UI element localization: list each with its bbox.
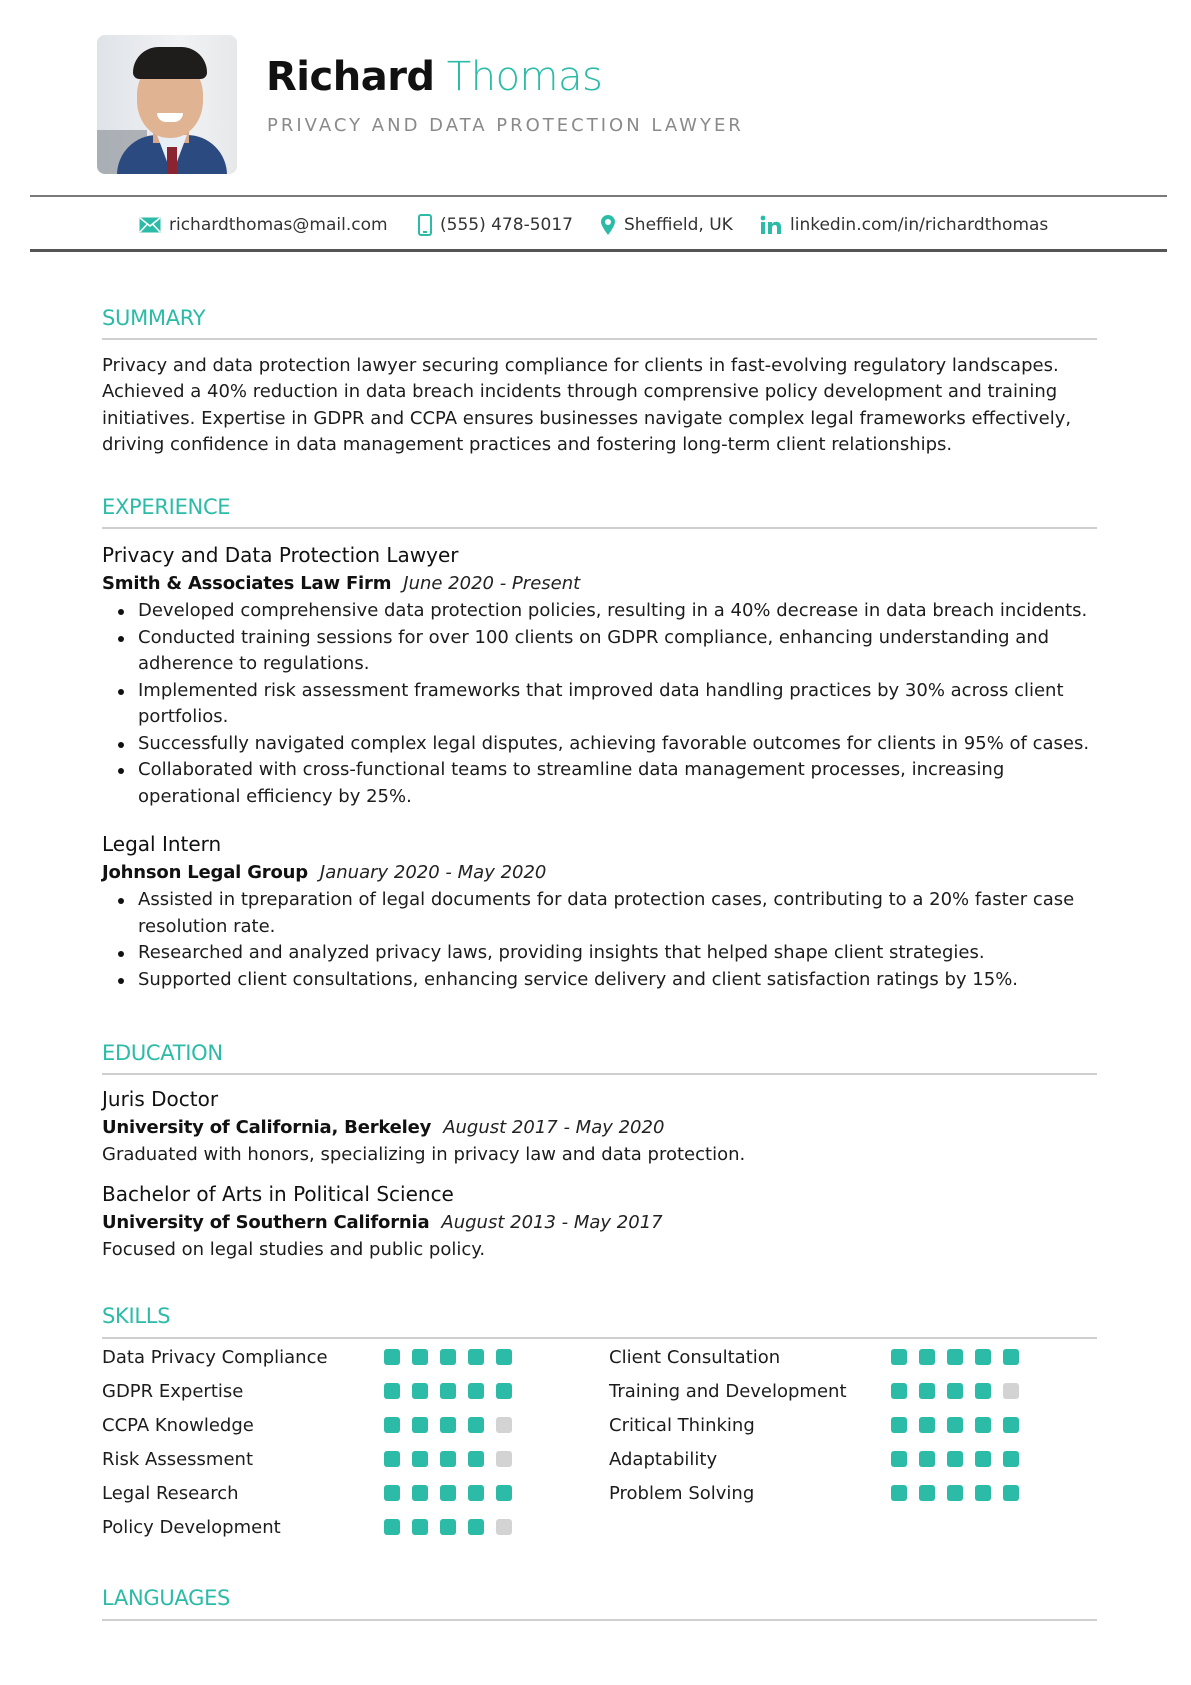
bullet-item: Assisted in tpreparation of legal documents for data protection cases, contributing to a 20% faster case resolution rate. [102,887,1092,940]
rating-dot-filled [947,1349,963,1365]
skill-rating [384,1349,512,1365]
skill-rating [891,1417,1019,1433]
school-line [102,1210,663,1236]
bullet-item: Developed comprehensive data protection policies, resulting in a 40% decrease in data breach incidents. [102,598,1092,625]
rating-dot-filled [412,1485,428,1501]
rating-dot-filled [412,1383,428,1399]
skill-row [609,1408,1029,1442]
degree-title: Juris Doctor [102,1087,219,1111]
job-dates: June 2020 - Present [403,573,581,594]
rating-dot-filled [891,1383,907,1399]
rating-dot-filled [412,1417,428,1433]
rating-dot-filled [468,1417,484,1433]
school-name: University of California, Berkeley [102,1117,432,1138]
rating-dot-filled [891,1417,907,1433]
skill-rating [891,1383,1019,1399]
skill-name: Client Consultation [609,1346,781,1368]
skill-name: Critical Thinking [609,1414,755,1436]
bullet-item: Successfully navigated complex legal disputes, achieving favorable outcomes for clients in 95% of cases. [102,731,1092,758]
education-dates: August 2013 - May 2017 [441,1212,663,1233]
skill-name: Data Privacy Compliance [102,1346,328,1368]
skill-rating [891,1451,1019,1467]
rating-dot-filled [919,1349,935,1365]
job-title: Privacy and Data Protection Lawyer [102,543,459,567]
skill-rating [384,1485,512,1501]
phone-text: (555) 478-5017 [440,215,573,235]
summary-text: Privacy and data protection lawyer securing compliance for clients in fast-evolving regulatory landscapes. Achieved a 40% reduction in data breach incidents through comprensive policy development and training initiatives. Expertise in GDPR and CCPA ensures businesses navigate complex legal frameworks effectively, driving confidence in data management practices and fostering long-term client relationships. [102,355,1072,455]
rating-dot-filled [891,1349,907,1365]
skill-rating [384,1417,512,1433]
skill-rating [384,1519,512,1535]
skill-row [609,1374,1029,1408]
rating-dot-filled [919,1383,935,1399]
rating-dot-filled [440,1417,456,1433]
skills-divider [102,1337,1097,1339]
rating-dot-filled [468,1519,484,1535]
contact-phone[interactable] [418,210,573,240]
header-divider-bottom [30,249,1167,252]
rating-dot-filled [1003,1417,1019,1433]
rating-dot-filled [947,1417,963,1433]
experience-divider [102,527,1097,529]
rating-dot-filled [440,1383,456,1399]
rating-dot-filled [1003,1485,1019,1501]
rating-dot-filled [496,1485,512,1501]
experience-heading: EXPERIENCE [102,495,231,519]
rating-dot-filled [919,1417,935,1433]
school-line [102,1115,664,1141]
contact-linkedin[interactable] [760,210,1048,240]
skill-name: Adaptability [609,1448,718,1470]
company-name: Smith & Associates Law Firm [102,573,392,594]
bullet-item: Collaborated with cross-functional teams to streamline data management processes, increasing operational efficiency by 25%. [102,757,1092,810]
skill-row [609,1340,1029,1374]
rating-dot-filled [384,1485,400,1501]
rating-dot-filled [412,1451,428,1467]
bullet-item: Researched and analyzed privacy laws, providing insights that helped shape client strategies. [102,940,1092,967]
skill-name: GDPR Expertise [102,1380,244,1402]
skill-rating [384,1451,512,1467]
school-name: University of Southern California [102,1212,430,1233]
skill-row [102,1442,522,1476]
job-dates: January 2020 - May 2020 [319,862,547,883]
job-title-subtitle: PRIVACY AND DATA PROTECTION LAWYER [267,115,744,136]
skill-name: Training and Development [609,1380,847,1402]
photo-tie [167,147,177,174]
languages-divider [102,1619,1097,1621]
skill-rating [384,1383,512,1399]
rating-dot-filled [468,1485,484,1501]
skill-rating [891,1485,1019,1501]
rating-dot-filled [947,1485,963,1501]
rating-dot-filled [975,1349,991,1365]
languages-heading: LANGUAGES [102,1586,231,1610]
rating-dot-filled [440,1485,456,1501]
skill-name: CCPA Knowledge [102,1414,254,1436]
job-title: Legal Intern [102,832,222,856]
rating-dot-filled [468,1349,484,1365]
skills-column-right [609,1340,1029,1510]
contact-email[interactable] [139,210,388,240]
rating-dot-filled [919,1451,935,1467]
rating-dot-filled [975,1417,991,1433]
rating-dot-empty [496,1519,512,1535]
rating-dot-filled [891,1485,907,1501]
education-note: Graduated with honors, specializing in privacy law and data protection. [102,1144,746,1165]
header-divider-top [30,195,1167,197]
skill-row [102,1374,522,1408]
rating-dot-empty [496,1417,512,1433]
summary-heading: SUMMARY [102,306,206,330]
location-text: Sheffield, UK [624,215,733,235]
skill-row [102,1340,522,1374]
rating-dot-filled [384,1349,400,1365]
rating-dot-filled [496,1349,512,1365]
rating-dot-filled [412,1519,428,1535]
rating-dot-filled [919,1485,935,1501]
skill-row [102,1476,522,1510]
summary-divider [102,338,1097,340]
education-divider [102,1073,1097,1075]
photo-hair [133,47,207,79]
rating-dot-filled [440,1349,456,1365]
rating-dot-filled [384,1383,400,1399]
skill-name: Problem Solving [609,1482,755,1504]
rating-dot-filled [440,1519,456,1535]
company-name: Johnson Legal Group [102,862,308,883]
skill-name: Policy Development [102,1516,281,1538]
linkedin-text: linkedin.com/in/richardthomas [790,215,1049,235]
job-bullets [102,598,1092,810]
skill-row [609,1442,1029,1476]
profile-photo [97,35,237,174]
degree-title: Bachelor of Arts in Political Science [102,1182,454,1206]
rating-dot-empty [496,1451,512,1467]
rating-dot-filled [440,1451,456,1467]
rating-dot-filled [496,1383,512,1399]
rating-dot-empty [1003,1383,1019,1399]
linkedin-icon [760,215,782,235]
last-name: Thomas [446,54,603,100]
rating-dot-filled [1003,1349,1019,1365]
rating-dot-filled [412,1349,428,1365]
rating-dot-filled [891,1451,907,1467]
job-bullets [102,887,1092,993]
map-pin-icon [600,214,616,236]
rating-dot-filled [975,1485,991,1501]
education-dates: August 2017 - May 2020 [443,1117,665,1138]
rating-dot-filled [975,1451,991,1467]
bullet-item: Conducted training sessions for over 100 clients on GDPR compliance, enhancing understanding and adherence to regulations. [102,625,1092,678]
bullet-item: Implemented risk assessment frameworks that improved data handling practices by 30% across client portfolios. [102,678,1092,731]
skill-row [609,1476,1029,1510]
envelope-icon [139,217,161,233]
rating-dot-filled [384,1519,400,1535]
skills-column-left [102,1340,522,1544]
bullet-item: Supported client consultations, enhancing service delivery and client satisfaction ratings by 15%. [102,967,1092,994]
rating-dot-filled [947,1451,963,1467]
skill-name: Legal Research [102,1482,239,1504]
rating-dot-filled [975,1383,991,1399]
education-note: Focused on legal studies and public policy. [102,1239,486,1260]
candidate-name [266,52,602,102]
rating-dot-filled [947,1383,963,1399]
email-text: richardthomas@mail.com [169,215,388,235]
job-company-line [102,860,546,886]
rating-dot-filled [384,1451,400,1467]
skill-name: Risk Assessment [102,1448,254,1470]
contact-location [600,210,733,240]
job-company-line [102,571,580,597]
rating-dot-filled [384,1417,400,1433]
phone-icon [418,214,432,236]
first-name: Richard [266,54,435,100]
rating-dot-filled [1003,1451,1019,1467]
education-heading: EDUCATION [102,1041,223,1065]
skills-heading: SKILLS [102,1304,171,1328]
rating-dot-filled [468,1451,484,1467]
rating-dot-filled [468,1383,484,1399]
skill-rating [891,1349,1019,1365]
skill-row [102,1510,522,1544]
skill-row [102,1408,522,1442]
